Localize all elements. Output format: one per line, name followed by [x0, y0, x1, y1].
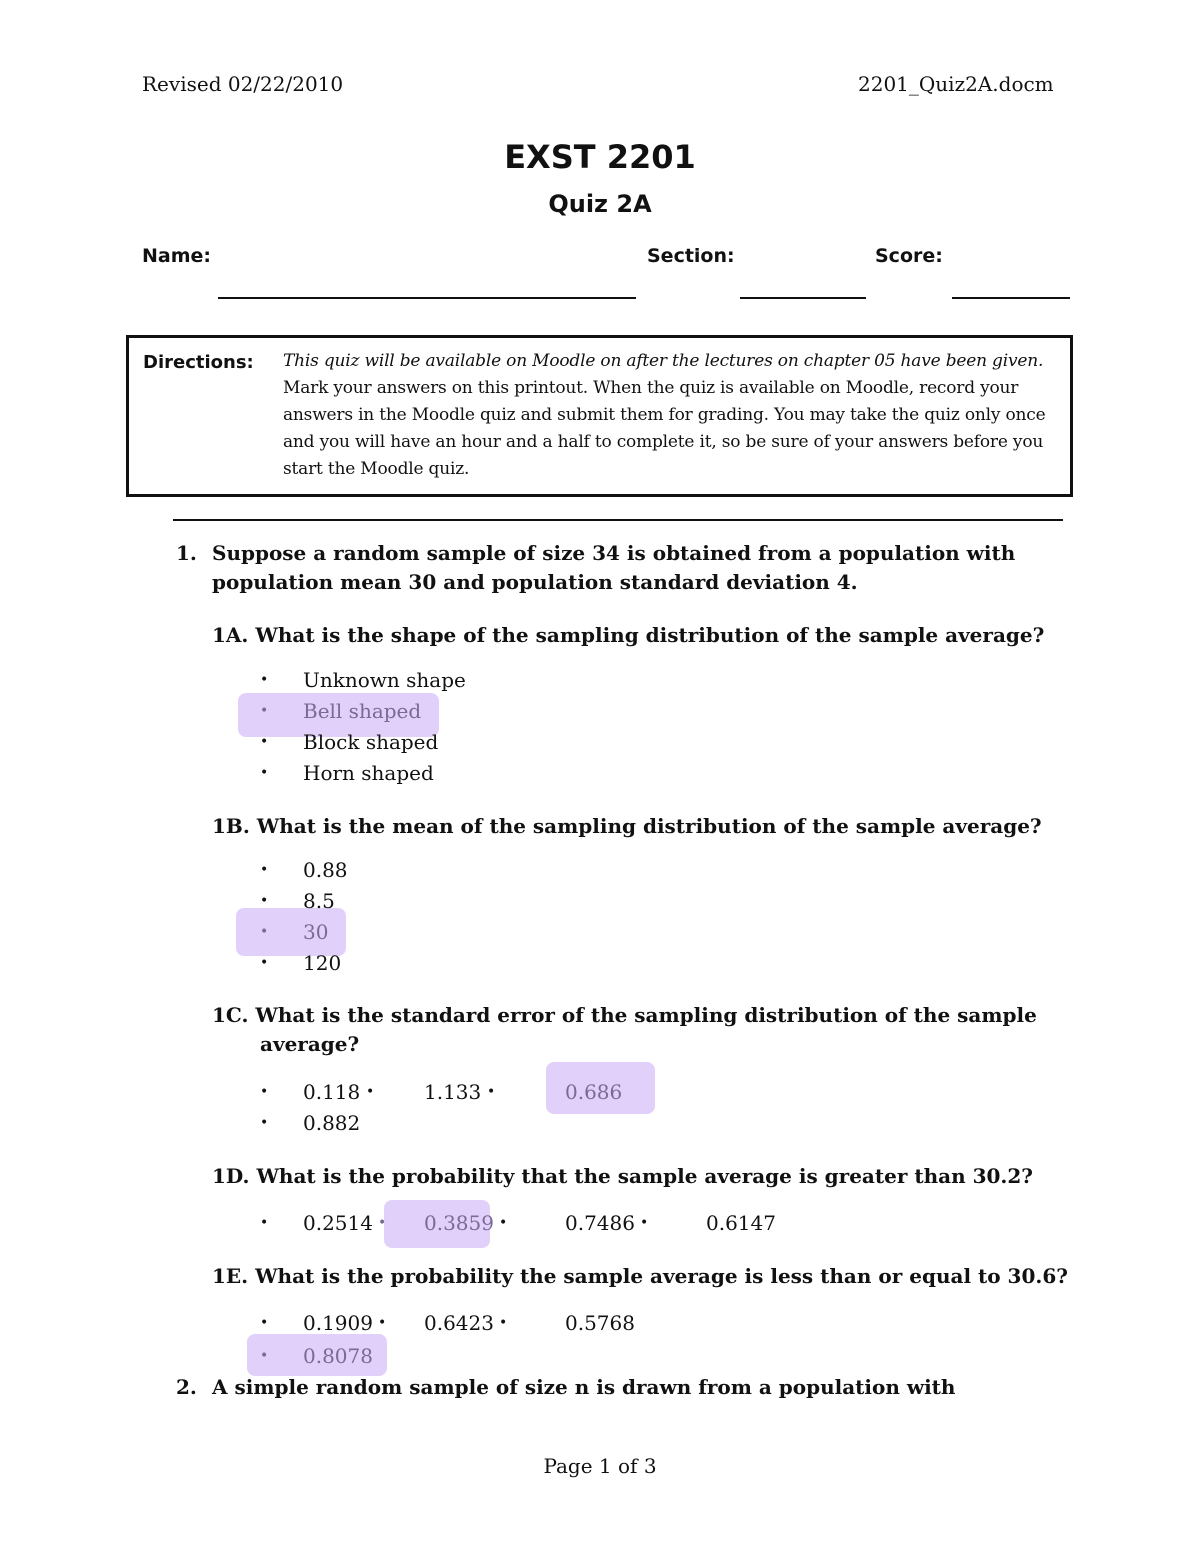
bullet: •: [378, 1315, 387, 1331]
directions-body: Mark your answers on this printout. When the quiz is available on Moodle, record your answers in the Moodle quiz and submit them for grading. You may take the quiz only once and you will have an hour and a half to complete it, so be sure of your answers before you start the Moodle quiz.: [283, 378, 1046, 479]
q1c-option-1[interactable]: 0.118: [303, 1080, 361, 1104]
bullet: •: [260, 1315, 269, 1331]
q1c-option-4[interactable]: 0.882: [303, 1111, 361, 1135]
directions-text: [283, 348, 1053, 483]
q1a-option-3[interactable]: Block shaped: [303, 730, 439, 754]
revised-date: Revised 02/22/2010: [142, 72, 344, 96]
q1e-option-2[interactable]: 0.6423: [424, 1311, 494, 1335]
bullet: •: [640, 1215, 649, 1231]
q1-line1: Suppose a random sample of size 34 is obtained from a population with: [212, 541, 1016, 565]
score-label: Score:: [875, 245, 943, 267]
q1a-option-4[interactable]: Horn shaped: [303, 761, 434, 785]
bullet: •: [260, 1348, 269, 1364]
bullet: •: [260, 862, 269, 878]
q2-line1: A simple random sample of size n is drawn from a population with: [212, 1375, 956, 1399]
q1d-option-4[interactable]: 0.6147: [706, 1211, 776, 1235]
file-name: 2201_Quiz2A.docm: [858, 72, 1054, 96]
quiz-title: Quiz 2A: [548, 190, 652, 218]
bullet: •: [378, 1215, 387, 1231]
score-blank[interactable]: [952, 297, 1070, 299]
directions-label: Directions:: [143, 352, 254, 373]
bullet: •: [260, 734, 269, 750]
bullet: •: [366, 1084, 375, 1100]
q2-number: 2.: [176, 1375, 197, 1399]
q1b-text: 1B. What is the mean of the sampling distribution of the sample average?: [212, 814, 1042, 838]
q1-line2: population mean 30 and population standard deviation 4.: [212, 570, 858, 594]
name-label: Name:: [142, 245, 212, 267]
q1a-option-1[interactable]: Unknown shape: [303, 668, 466, 692]
q1c-line1: 1C. What is the standard error of the sampling distribution of the sample: [212, 1003, 1037, 1027]
directions-box: [126, 335, 1073, 497]
bullet: •: [260, 1115, 269, 1131]
bullet: •: [499, 1215, 508, 1231]
course-title: EXST 2201: [504, 138, 696, 176]
page-number: Page 1 of 3: [543, 1454, 657, 1478]
q1a-text: 1A. What is the shape of the sampling distribution of the sample average?: [212, 623, 1045, 647]
q1d-text: 1D. What is the probability that the sample average is greater than 30.2?: [212, 1164, 1034, 1188]
q1b-option-2[interactable]: 8.5: [303, 889, 335, 913]
bullet: •: [260, 672, 269, 688]
highlight-1b: [236, 908, 346, 956]
q1c-option-2[interactable]: 1.133: [424, 1080, 482, 1104]
bullet: •: [487, 1084, 496, 1100]
q1d-option-2[interactable]: 0.3859: [424, 1211, 494, 1235]
directions-italic: This quiz will be available on Moodle on after the lectures on chapter 05 have been given.: [283, 351, 1044, 371]
q1c-option-3[interactable]: 0.686: [565, 1080, 623, 1104]
bullet: •: [260, 703, 269, 719]
q1-number: 1.: [176, 541, 197, 565]
q1d-option-1[interactable]: 0.2514: [303, 1211, 373, 1235]
divider: [173, 519, 1063, 521]
q1b-option-3[interactable]: 30: [303, 920, 329, 944]
bullet: •: [499, 1315, 508, 1331]
name-blank[interactable]: [218, 297, 636, 299]
bullet: •: [260, 893, 269, 909]
section-label: Section:: [647, 245, 735, 267]
q1b-option-4[interactable]: 120: [303, 951, 342, 975]
q1a-option-2[interactable]: Bell shaped: [303, 699, 422, 723]
bullet: •: [260, 1215, 269, 1231]
bullet: •: [260, 924, 269, 940]
bullet: •: [260, 955, 269, 971]
bullet: •: [260, 1084, 269, 1100]
q1c-line2: average?: [260, 1032, 360, 1056]
q1d-option-3[interactable]: 0.7486: [565, 1211, 635, 1235]
q1e-option-1[interactable]: 0.1909: [303, 1311, 373, 1335]
section-blank[interactable]: [740, 297, 866, 299]
bullet: •: [260, 765, 269, 781]
q1e-option-3[interactable]: 0.5768: [565, 1311, 635, 1335]
q1e-text: 1E. What is the probability the sample average is less than or equal to 30.6?: [212, 1264, 1068, 1288]
q1e-option-4[interactable]: 0.8078: [303, 1344, 373, 1368]
q1b-option-1[interactable]: 0.88: [303, 858, 348, 882]
